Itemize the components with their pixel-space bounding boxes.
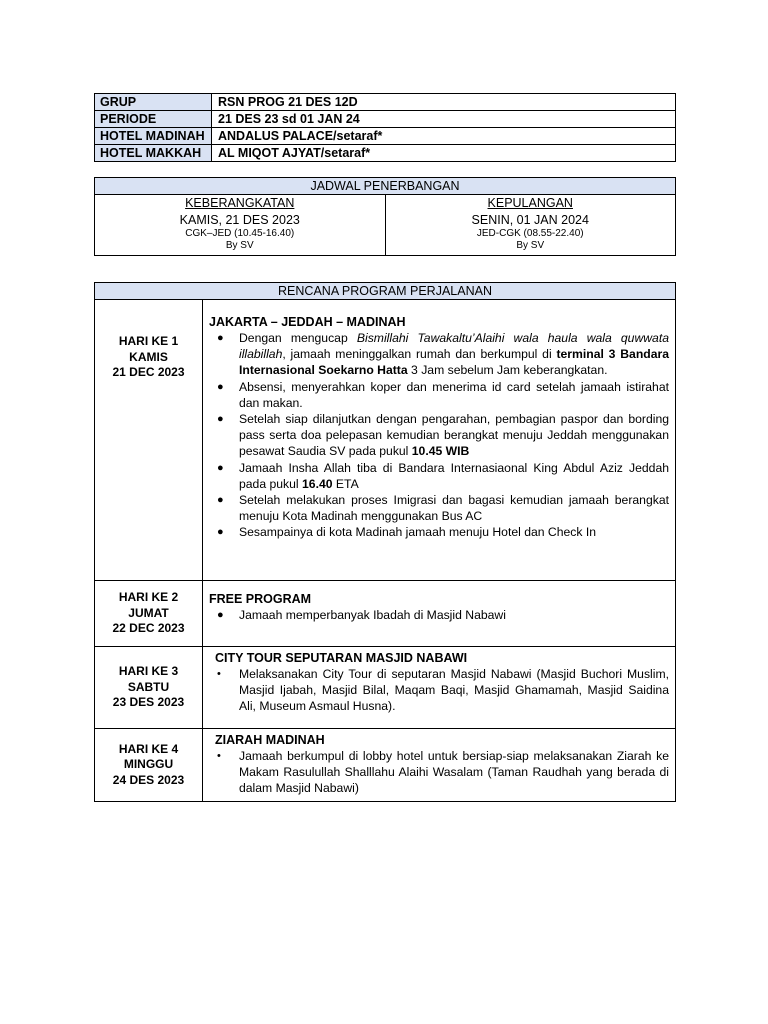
info-value: AL MIQOT AJYAT/setaraf*: [212, 145, 676, 162]
info-row-hotel-madinah: [95, 128, 676, 145]
bullet-icon: ●: [217, 332, 224, 344]
departure-route: CGK–JED (10.45-16.40): [185, 228, 295, 239]
info-value: 21 DES 23 sd 01 JAN 24: [212, 111, 676, 128]
day-content: [203, 729, 676, 802]
day-number: HARI KE 4: [118, 741, 179, 756]
day-date: 24 DES 2023: [112, 772, 185, 787]
day-date: 22 DEC 2023: [112, 621, 185, 636]
info-row-grup: [95, 94, 676, 111]
bullet-icon: •: [217, 668, 221, 680]
return-cell: [385, 195, 676, 256]
info-value: RSN PROG 21 DES 12D: [212, 94, 676, 111]
day-number: HARI KE 2: [118, 590, 179, 605]
bullet-icon: ●: [217, 461, 224, 474]
day-title: JAKARTA – JEDDAH – MADINAH: [209, 315, 406, 329]
day-cell: [95, 647, 203, 729]
return-date: SENIN, 01 JAN 2024: [471, 213, 589, 227]
day-title: FREE PROGRAM: [209, 592, 312, 606]
day-date: 21 DEC 2023: [112, 365, 185, 379]
info-value: ANDALUS PALACE/setaraf*: [212, 128, 676, 145]
list-item: ● Sesampainya di kota Madinah jamaah menuju Hotel dan Check In: [217, 525, 597, 540]
flight-schedule-table: [94, 177, 676, 256]
bullet-icon: ●: [217, 380, 224, 393]
list-item: ● Setelah melakukan proses Imigrasi dan bagasi kemudian jamaah berangkat menuju Kota Madinah menggunakan Bus AC: [217, 493, 669, 524]
day-content: [203, 300, 676, 581]
day-cell: [95, 300, 203, 581]
info-row-hotel-makkah: [95, 145, 676, 162]
program-day-row: [95, 300, 676, 581]
activity-list: [209, 607, 669, 623]
program-header: RENCANA PROGRAM PERJALANAN: [95, 283, 676, 300]
return-title: KEPULANGAN: [487, 196, 573, 210]
bullet-icon: ●: [217, 609, 224, 621]
list-item: ● Setelah siap dilanjutkan dengan pengarahan, pembagian paspor dan bording pass serta doa pelepasan kemudian berangkat menuju Jeddah menggunakan pesawat Saudia SV pada pukul 10.45 WIB: [217, 412, 669, 459]
day-cell: [95, 581, 203, 647]
info-label: GRUP: [95, 94, 212, 111]
program-day-row: [95, 581, 676, 647]
list-item: • Jamaah berkumpul di lobby hotel untuk bersiap-siap melaksanakan Ziarah ke Makam Rasulullah Shalllahu Alaihi Wasalam (Taman Raudhah yang berada di dalam Masjid Nabawi): [217, 749, 669, 796]
bullet-icon: ●: [217, 526, 224, 539]
info-label: PERIODE: [95, 111, 212, 128]
return-route: JED-CGK (08.55-22.40): [476, 228, 584, 239]
day-weekday: JUMAT: [128, 605, 169, 620]
day-cell: [95, 729, 203, 802]
activity-list: [215, 666, 669, 715]
bullet-icon: ●: [217, 494, 224, 507]
departure-date: KAMIS, 21 DES 2023: [179, 213, 300, 227]
program-day-row: [95, 647, 676, 729]
day-title: ZIARAH MADINAH: [215, 733, 325, 747]
info-label: HOTEL MADINAH: [95, 128, 212, 145]
list-item: • Melaksanakan City Tour di seputaran Masjid Nabawi (Masjid Buchori Muslim, Masjid Ijabah, Masjid Bilal, Maqam Baqi, Masjid Ghamamah, Masjid Saidina Ali, Museum Asmaul Husna).: [217, 667, 669, 714]
list-item: ● Dengan mengucap Bismillahi Tawakaltu’Alaihi wala haula wala quwwata illabillah, jamaah meninggalkan rumah dan berkumpul di terminal 3 Bandara Internasional Soekarno Hatta 3 Jam sebelum Jam keberangkatan.: [217, 331, 670, 378]
bullet-icon: ●: [217, 413, 224, 426]
departure-airline: By SV: [225, 240, 254, 251]
flight-schedule-header: JADWAL PENERBANGAN: [95, 178, 676, 195]
activity-list: [215, 748, 669, 797]
day-title: CITY TOUR SEPUTARAN MASJID NABAWI: [215, 651, 468, 665]
group-info-table: [94, 93, 676, 162]
return-airline: By SV: [516, 240, 545, 251]
day-content: [203, 647, 676, 729]
list-item: ● Jamaah memperbanyak Ibadah di Masjid Nabawi: [217, 608, 506, 622]
info-row-periode: [95, 111, 676, 128]
day-content: [203, 581, 676, 647]
program-day-row: [95, 729, 676, 802]
departure-cell: [95, 195, 386, 256]
day-weekday: SABTU: [127, 679, 170, 694]
activity-list: [209, 330, 669, 541]
day-weekday: KAMIS: [129, 349, 168, 364]
day-number: HARI KE 1: [118, 334, 179, 348]
bullet-icon: •: [217, 750, 221, 762]
info-label: HOTEL MAKKAH: [95, 145, 212, 162]
day-weekday: MINGGU: [123, 757, 174, 772]
travel-program-table: [94, 282, 676, 802]
list-item: ● Jamaah Insha Allah tiba di Bandara Internasiaonal King Abdul Aziz Jeddah pada pukul 16.40 ETA: [217, 460, 669, 491]
list-item: ● Absensi, menyerahkan koper dan menerima id card setelah jamaah istirahat dan makan.: [217, 379, 669, 410]
day-date: 23 DES 2023: [112, 695, 185, 710]
departure-title: KEBERANGKATAN: [185, 196, 295, 210]
day-number: HARI KE 3: [118, 664, 179, 679]
